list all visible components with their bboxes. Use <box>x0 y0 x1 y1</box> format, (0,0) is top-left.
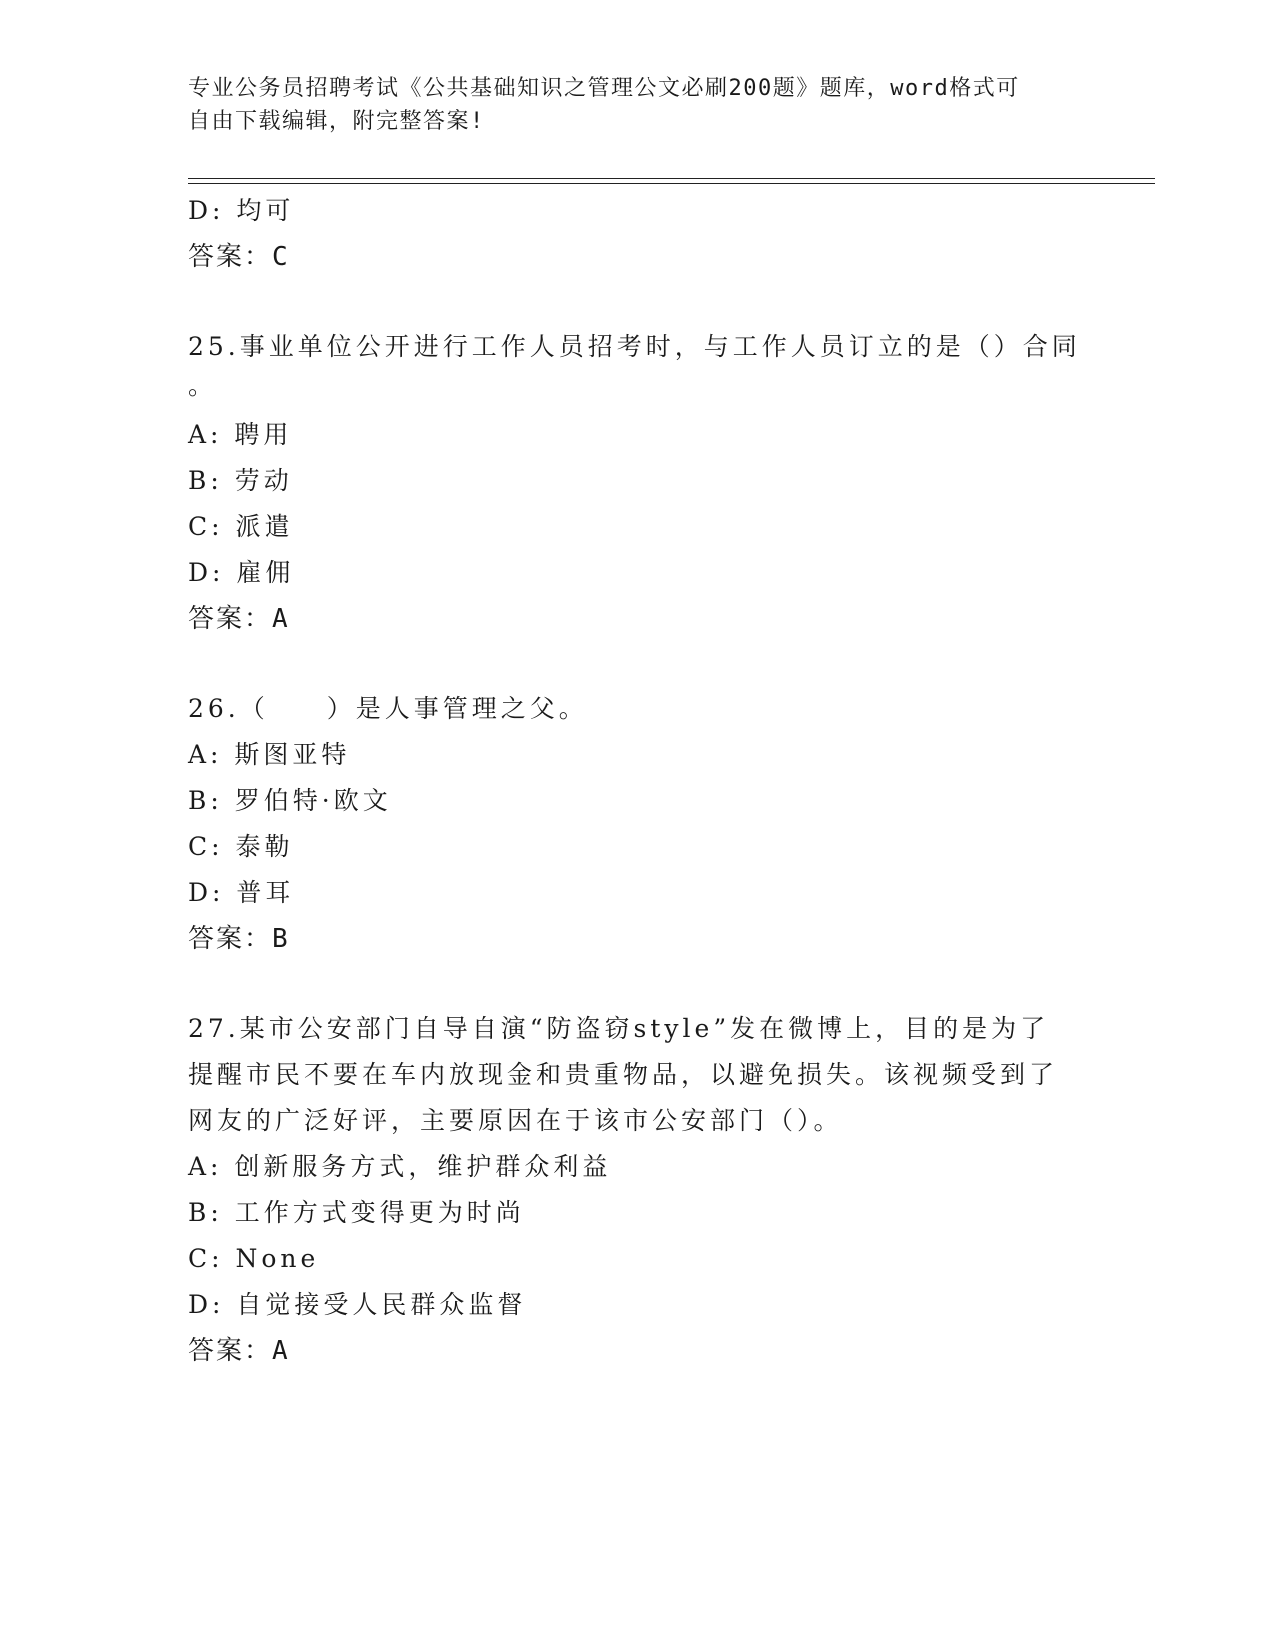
header-divider-bottom <box>188 183 1155 184</box>
option-b: B: 工作方式变得更为时尚 <box>188 1198 525 1227</box>
option-a: A: 聘用 <box>188 420 293 449</box>
document-header <box>188 72 1068 138</box>
answer-line: 答案：A <box>188 1336 290 1366</box>
question-stem: 26.（ ）是人事管理之父。 <box>188 694 588 723</box>
previous-question-tail <box>188 188 1088 280</box>
question-stem: 25.事业单位公开进行工作人员招考时，与工作人员订立的是（）合同 <box>188 332 1081 361</box>
option-d: D: 自觉接受人民群众监督 <box>188 1290 527 1319</box>
option-d: D: 雇佣 <box>188 558 295 587</box>
document-body <box>188 188 1088 1374</box>
option-d: D: 普耳 <box>188 878 295 907</box>
header-line-2: 自由下载编辑，附完整答案! <box>188 109 485 134</box>
option-d: D: 均可 <box>188 196 295 225</box>
option-c: C: None <box>188 1244 320 1273</box>
answer-line: 答案：A <box>188 604 290 634</box>
option-c: C: 泰勒 <box>188 832 294 861</box>
option-a: A: 创新服务方式，维护群众利益 <box>188 1152 612 1181</box>
answer-line: 答案：C <box>188 242 290 272</box>
question-26 <box>188 686 1088 962</box>
question-stem: 27.某市公安部门自导自演“防盗窃style”发在微博上，目的是为了 <box>188 1014 1050 1043</box>
option-c: C: 派遣 <box>188 512 294 541</box>
question-stem: 网友的广泛好评，主要原因在于该市公安部门（）。 <box>188 1106 843 1135</box>
answer-line: 答案：B <box>188 924 290 954</box>
question-stem-continued: 。 <box>188 371 218 400</box>
option-b: B: 劳动 <box>188 466 293 495</box>
question-stem: 提醒市民不要在车内放现金和贵重物品，以避免损失。该视频受到了 <box>188 1060 1059 1089</box>
header-line-1: 专业公务员招聘考试《公共基础知识之管理公文必刷200题》题库，word格式可 <box>188 76 1020 101</box>
header-divider-top <box>188 178 1155 179</box>
option-a: A: 斯图亚特 <box>188 740 351 769</box>
question-25 <box>188 324 1088 642</box>
question-27 <box>188 1006 1088 1374</box>
option-b: B: 罗伯特·欧文 <box>188 786 392 815</box>
